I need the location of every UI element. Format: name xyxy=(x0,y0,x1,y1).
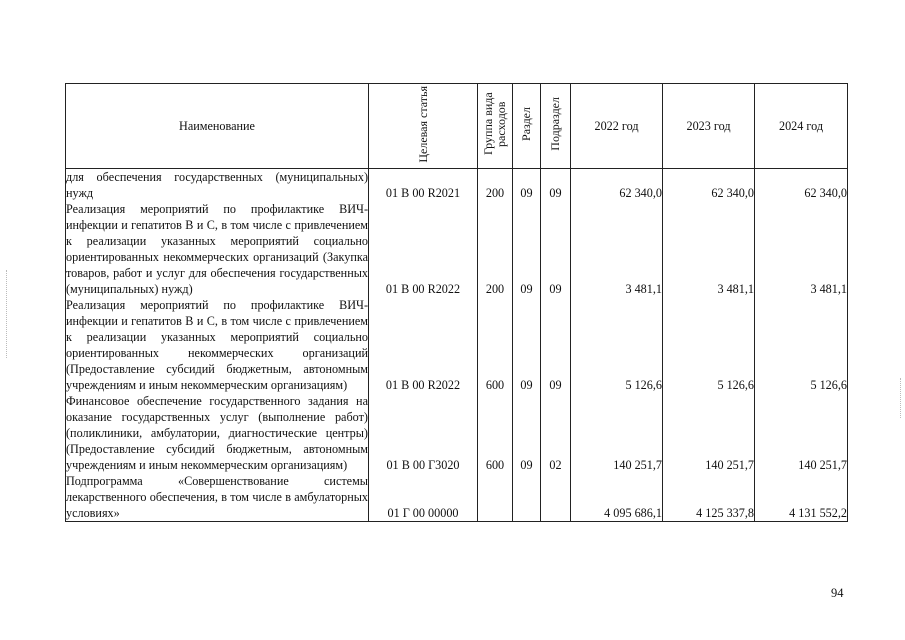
scan-margin-mark xyxy=(6,270,8,358)
row-subsection xyxy=(541,473,571,522)
header-2022: 2022 год xyxy=(571,84,663,169)
row-name: для обеспечения государственных (муниципальных) нужд xyxy=(66,170,368,200)
row-group xyxy=(478,473,513,522)
row-group: 200 xyxy=(478,169,513,202)
header-expense-group: Группа вида расходов xyxy=(478,84,513,169)
row-group: 200 xyxy=(478,201,513,297)
table-row xyxy=(66,473,848,522)
row-name: Реализация мероприятий по профилактике ВИЧ-инфекции и гепатитов В и С, в том числе с привлечением к реализации указанных мероприятий социально ориентированных некоммерческих организаций (Закупка товаров, работ и услуг для обеспечения государственных (муниципальных) нужд) xyxy=(66,202,368,296)
row-2022: 5 126,6 xyxy=(571,297,663,393)
row-2023: 4 125 337,8 xyxy=(663,473,755,522)
table-row xyxy=(66,169,848,202)
row-subsection: 09 xyxy=(541,297,571,393)
row-section: 09 xyxy=(513,393,541,473)
row-section: 09 xyxy=(513,169,541,202)
row-group: 600 xyxy=(478,393,513,473)
row-subsection: 02 xyxy=(541,393,571,473)
row-2024: 4 131 552,2 xyxy=(755,473,848,522)
row-section: 09 xyxy=(513,297,541,393)
row-2024: 3 481,1 xyxy=(755,201,848,297)
row-2023: 62 340,0 xyxy=(663,169,755,202)
row-2022: 62 340,0 xyxy=(571,169,663,202)
row-subsection: 09 xyxy=(541,201,571,297)
row-2022: 3 481,1 xyxy=(571,201,663,297)
row-2023: 140 251,7 xyxy=(663,393,755,473)
page-number: 94 xyxy=(831,586,844,600)
header-section: Раздел xyxy=(513,84,541,169)
row-article: 01 В 00 Г3020 xyxy=(369,393,478,473)
scan-margin-mark xyxy=(900,378,902,418)
table-row xyxy=(66,297,848,393)
header-2024: 2024 год xyxy=(755,84,848,169)
table-header-row xyxy=(66,84,848,169)
row-2023: 5 126,6 xyxy=(663,297,755,393)
row-name: Подпрограмма «Совершенствование системы лекарственного обеспечения, в том числе в амбулаторных условиях» xyxy=(66,474,368,520)
row-section xyxy=(513,473,541,522)
table-row xyxy=(66,201,848,297)
row-2022: 140 251,7 xyxy=(571,393,663,473)
row-article: 01 В 00 R2022 xyxy=(369,201,478,297)
row-2022: 4 095 686,1 xyxy=(571,473,663,522)
table-row xyxy=(66,393,848,473)
row-article: 01 В 00 R2021 xyxy=(369,169,478,202)
budget-table xyxy=(65,83,848,522)
row-name: Финансовое обеспечение государственного задания на оказание государственных услуг (выполнение работ) (поликлиники, амбулатории, диагностические центры) (Предоставление субсидий бюджетным, автономным учреждениям и иным некоммерческим организациям) xyxy=(66,394,368,472)
row-subsection: 09 xyxy=(541,169,571,202)
header-target-article: Целевая статья xyxy=(369,84,478,169)
row-section: 09 xyxy=(513,201,541,297)
row-name: Реализация мероприятий по профилактике ВИЧ-инфекции и гепатитов В и С, в том числе с привлечением к реализации указанных мероприятий социально ориентированных некоммерческих организаций (Предоставление субсидий бюджетным, автономным учреждениям и иным некоммерческим организациям) xyxy=(66,298,368,392)
row-2024: 140 251,7 xyxy=(755,393,848,473)
row-article: 01 Г 00 00000 xyxy=(369,473,478,522)
row-group: 600 xyxy=(478,297,513,393)
row-2023: 3 481,1 xyxy=(663,201,755,297)
row-article: 01 В 00 R2022 xyxy=(369,297,478,393)
header-subsection: Подраздел xyxy=(541,84,571,169)
header-name: Наименование xyxy=(66,84,369,169)
row-2024: 62 340,0 xyxy=(755,169,848,202)
row-2024: 5 126,6 xyxy=(755,297,848,393)
header-2023: 2023 год xyxy=(663,84,755,169)
